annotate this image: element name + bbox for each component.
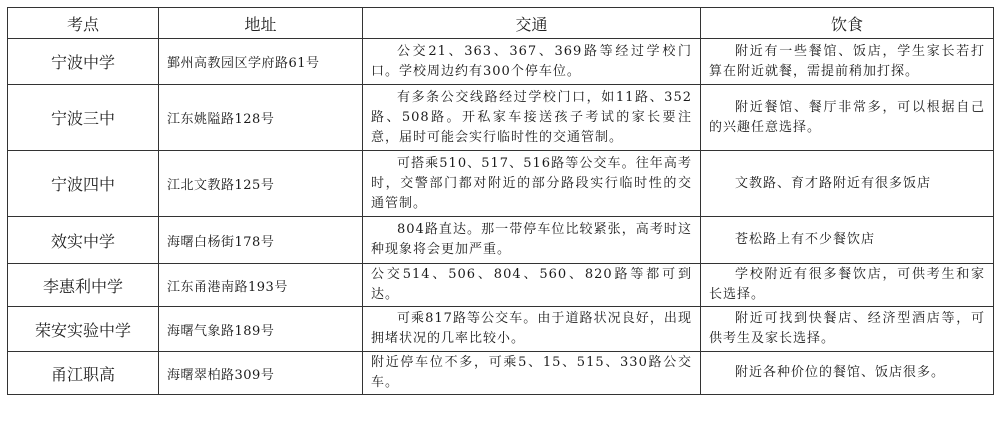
header-address: 地址 <box>159 8 363 39</box>
food-info: 附近餐馆、餐厅非常多，可以根据自己的兴趣任意选择。 <box>701 85 994 151</box>
school-address: 江东甬港南路193号 <box>159 264 363 307</box>
transport-info: 可搭乘510、517、516路等公交车。往年高考时，交警部门都对附近的部分路段实行临时性的交通管制。 <box>363 151 701 217</box>
school-name: 效实中学 <box>8 217 159 264</box>
table-row <box>8 307 994 352</box>
transport-info: 有多条公交线路经过学校门口，如11路、352路、508路。开私家车接送孩子考试的家长要注意，届时可能会实行临时性的交通管制。 <box>363 85 701 151</box>
school-name: 宁波四中 <box>8 151 159 217</box>
food-info: 苍松路上有不少餐饮店 <box>701 217 994 264</box>
header-row <box>8 8 994 39</box>
school-address: 鄞州高教园区学府路61号 <box>159 39 363 85</box>
transport-info: 附近停车位不多，可乘5、15、515、330路公交车。 <box>363 352 701 395</box>
school-name: 宁波三中 <box>8 85 159 151</box>
school-name: 宁波中学 <box>8 39 159 85</box>
table-row <box>8 352 994 395</box>
food-info: 附近各种价位的餐馆、饭店很多。 <box>701 352 994 395</box>
table-row <box>8 85 994 151</box>
school-address: 江东姚隘路128号 <box>159 85 363 151</box>
header-food: 饮食 <box>701 8 994 39</box>
school-name: 李惠利中学 <box>8 264 159 307</box>
table-row <box>8 39 994 85</box>
exam-site-table-wrapper <box>7 7 993 395</box>
table-row <box>8 264 994 307</box>
food-info: 附近有一些餐馆、饭店，学生家长若打算在附近就餐，需提前稍加打探。 <box>701 39 994 85</box>
food-info: 文教路、育才路附近有很多饭店 <box>701 151 994 217</box>
exam-site-table <box>7 7 994 395</box>
header-exam-site: 考点 <box>8 8 159 39</box>
table-row <box>8 151 994 217</box>
table-row <box>8 217 994 264</box>
transport-info: 公交514、506、804、560、820路等都可到达。 <box>363 264 701 307</box>
transport-info: 公交21、363、367、369路等经过学校门口。学校周边约有300个停车位。 <box>363 39 701 85</box>
header-transport: 交通 <box>363 8 701 39</box>
food-info: 学校附近有很多餐饮店，可供考生和家长选择。 <box>701 264 994 307</box>
food-info: 附近可找到快餐店、经济型酒店等，可供考生及家长选择。 <box>701 307 994 352</box>
transport-info: 可乘817路等公交车。由于道路状况良好，出现拥堵状况的几率比较小。 <box>363 307 701 352</box>
school-address: 江北文教路125号 <box>159 151 363 217</box>
school-address: 海曙翠柏路309号 <box>159 352 363 395</box>
school-name: 甬江职高 <box>8 352 159 395</box>
school-address: 海曙气象路189号 <box>159 307 363 352</box>
school-address: 海曙白杨街178号 <box>159 217 363 264</box>
school-name: 荣安实验中学 <box>8 307 159 352</box>
transport-info: 804路直达。那一带停车位比较紧张，高考时这种现象将会更加严重。 <box>363 217 701 264</box>
